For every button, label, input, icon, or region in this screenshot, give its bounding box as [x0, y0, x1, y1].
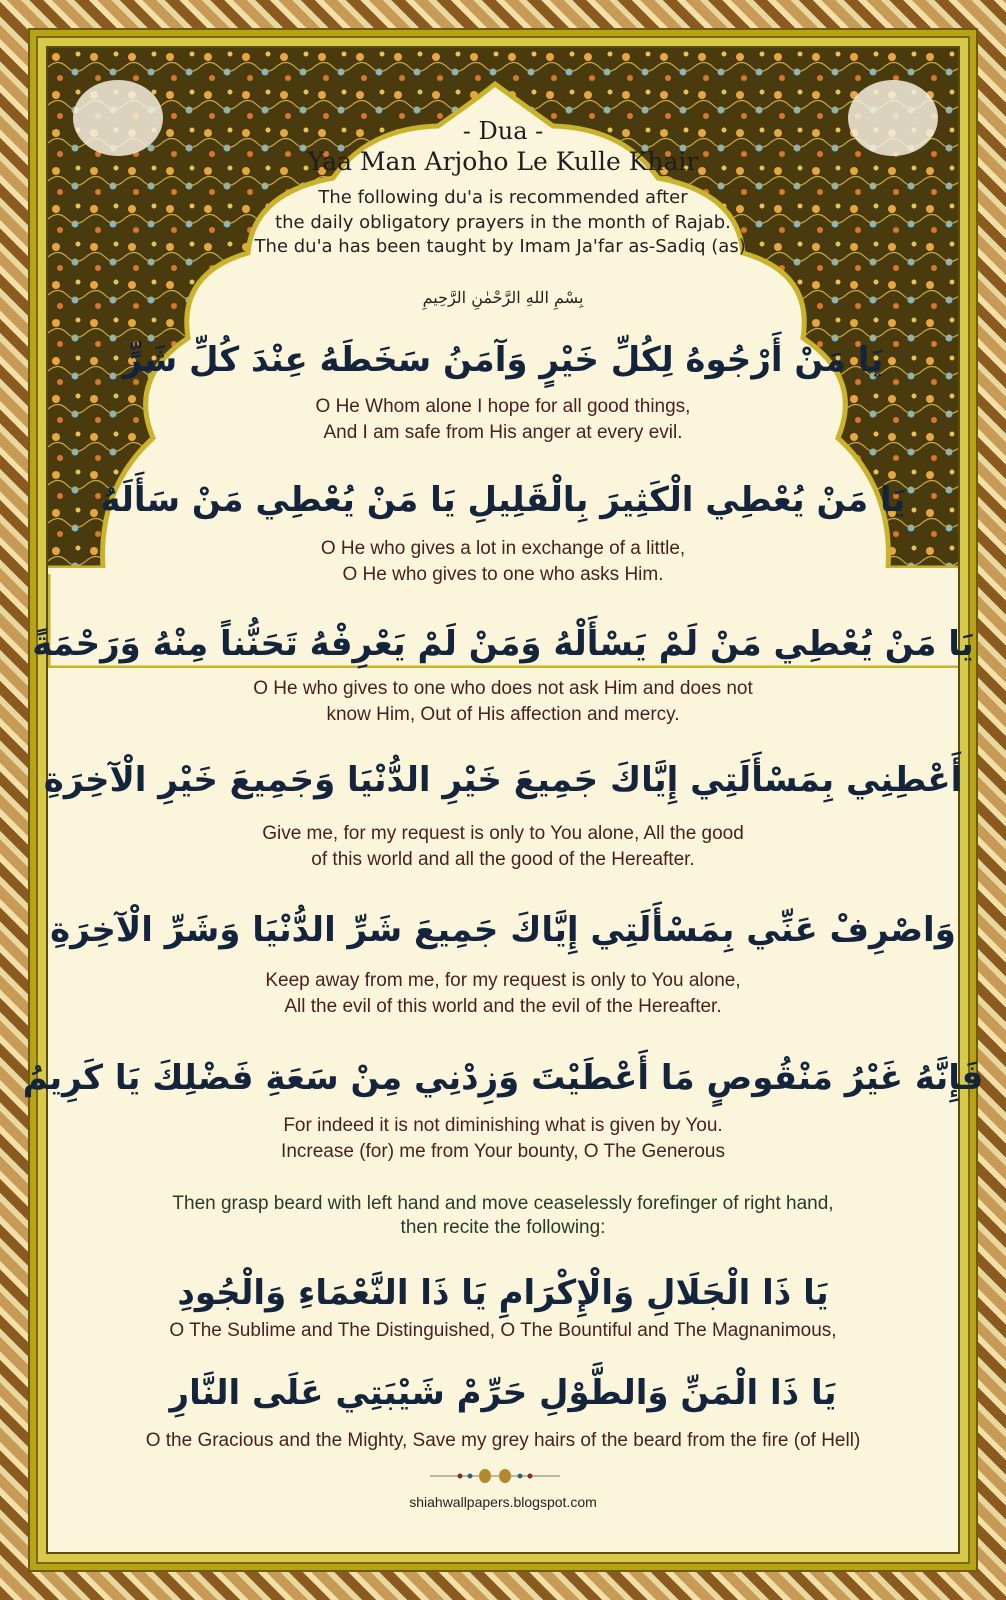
translation-line: Keep away from me, for my request is only to You alone, [265, 970, 741, 991]
closing-verse-arabic: يَا ذَا الْجَلَالِ وَالْإِكْرَامِ يَا ذَا النَّعْمَاءِ وَالْجُودِ [177, 1273, 829, 1313]
bismillah-calligraphy: بِسْمِ اللهِ الرَّحْمٰنِ الرَّحِيمِ [422, 288, 584, 307]
translation-line: know Him, Out of His affection and mercy. [326, 703, 680, 725]
verse-translation [0, 821, 1006, 872]
translation-line: O He Whom alone I hope for all good things, [315, 396, 691, 417]
instruction-text [0, 1192, 1006, 1240]
verse-translation [0, 394, 1006, 445]
description-line: The du'a has been taught by Imam Ja'far as-Sadiq (as). [254, 236, 752, 257]
verse-arabic: وَاصْرِفْ عَنِّي بِمَسْأَلَتِي إِيَّاكَ جَمِيعَ شَرِّ الدُّنْيَا وَشَرِّ الْآخِرَةِ [50, 910, 956, 950]
translation-line: O He who gives to one who does not ask Him and does not [253, 678, 753, 699]
instruction-line: Then grasp beard with left hand and move ceaselessly forefinger of right hand, [172, 1193, 834, 1214]
verse-translation [0, 536, 1006, 587]
translation-line: O He who gives to one who asks Him. [342, 563, 664, 585]
translation-line: of this world and all the good of the Hereafter. [311, 848, 695, 870]
verse-translation [0, 676, 1006, 727]
verse-arabic: يَا مَنْ يُعْطِي مَنْ لَمْ يَسْأَلْهُ وَمَنْ لَمْ يَعْرِفْهُ تَحَنُّناً مِنْهُ وَرَحْمَةً [32, 624, 974, 664]
translation-line: Give me, for my request is only to You alone, All the good [262, 823, 744, 844]
verse-arabic: أَعْطِنِي بِمَسْأَلَتِي إِيَّاكَ جَمِيعَ خَيْرِ الدُّنْيَا وَجَمِيعَ خَيْرِ الْآخِرَةِ [43, 760, 963, 800]
verse-arabic: يَا مَنْ يُعْطِي الْكَثِيرَ بِالْقَلِيلِ يَا مَنْ يُعْطِي مَنْ سَأَلَهُ [100, 480, 906, 520]
page-title: Yaa Man Arjoho Le Kulle Khair [307, 147, 699, 176]
verse-arabic: يَا مَنْ أَرْجُوهُ لِكُلِّ خَيْرٍ وَآمَنُ سَخَطَهُ عِنْدَ كُلِّ شَرٍّ [122, 340, 884, 380]
translation-line: Increase (for) me from Your bounty, O The Generous [281, 1140, 725, 1162]
footer-credit: shiahwallpapers.blogspot.com [409, 1494, 597, 1510]
translation-line: O He who gives a lot in exchange of a little, [320, 538, 686, 559]
description [0, 186, 1006, 260]
verse-translation [0, 1113, 1006, 1164]
translation-line: All the evil of this world and the evil of the Hereafter. [284, 995, 722, 1017]
description-line: The following du'a is recommended after [318, 187, 688, 208]
dua-label: - Dua - [462, 117, 544, 145]
verse-translation [0, 968, 1006, 1019]
translation-line: And I am safe from His anger at every evil. [323, 421, 683, 443]
closing-verse-translation: O the Gracious and the Mighty, Save my grey hairs of the beard from the fire (of Hell) [145, 1430, 861, 1451]
translation-line: For indeed it is not diminishing what is given by You. [283, 1115, 723, 1136]
instruction-line: then recite the following: [400, 1217, 606, 1238]
divider-ornament-icon [430, 1468, 560, 1484]
description-line: the daily obligatory prayers in the month of Rajab. [275, 211, 731, 233]
verse-arabic: فَإِنَّهُ غَيْرُ مَنْقُوصٍ مَا أَعْطَيْتَ وَزِدْنِي مِنْ سَعَةِ فَضْلِكَ يَا كَرِيمُ [22, 1058, 984, 1098]
closing-verse-translation: O The Sublime and The Distinguished, O The Bountiful and The Magnanimous, [169, 1320, 837, 1341]
closing-verse-arabic: يَا ذَا الْمَنِّ وَالطَّوْلِ حَرِّمْ شَيْبَتِي عَلَى النَّارِ [169, 1373, 837, 1413]
